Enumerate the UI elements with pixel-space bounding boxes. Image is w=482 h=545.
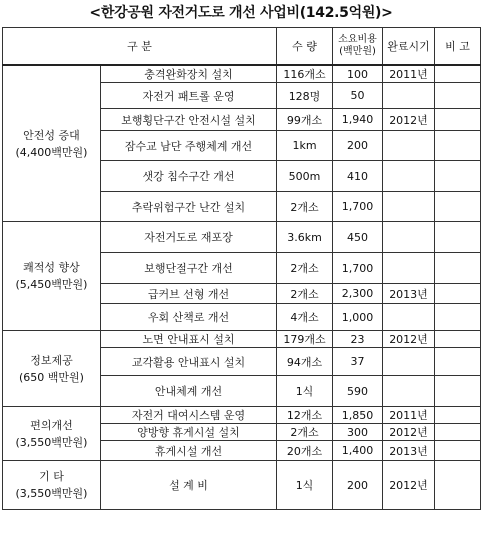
completion-cell: 2011년 (383, 65, 435, 83)
table-row (3, 461, 481, 510)
cost-cell: 200 (333, 131, 383, 161)
remarks-cell (435, 407, 481, 424)
completion-cell (383, 192, 435, 222)
group-cell (3, 331, 101, 407)
remarks-cell (435, 461, 481, 510)
cost-cell: 1,700 (333, 253, 383, 284)
completion-cell (383, 222, 435, 253)
remarks-cell (435, 304, 481, 331)
cost-cell: 37 (333, 348, 383, 376)
completion-cell (383, 348, 435, 376)
completion-cell: 2012년 (383, 331, 435, 348)
item-cell: 우회 산책로 개선 (101, 304, 277, 331)
remarks-cell (435, 83, 481, 109)
item-cell: 설 계 비 (101, 461, 277, 510)
cost-cell: 300 (333, 424, 383, 441)
table-row (3, 65, 481, 83)
remarks-cell (435, 222, 481, 253)
header-remarks: 비 고 (435, 28, 481, 66)
cost-cell: 200 (333, 461, 383, 510)
completion-cell: 2013년 (383, 284, 435, 304)
group-name: 편의개선 (30, 418, 73, 432)
group-cell (3, 222, 101, 331)
item-cell: 급커브 선형 개선 (101, 284, 277, 304)
quantity-cell: 20개소 (277, 441, 333, 461)
completion-cell: 2012년 (383, 461, 435, 510)
remarks-cell (435, 65, 481, 83)
cost-cell: 50 (333, 83, 383, 109)
completion-cell: 2012년 (383, 109, 435, 131)
item-cell: 보행단절구간 개선 (101, 253, 277, 284)
table-row (3, 222, 481, 253)
cost-cell: 1,000 (333, 304, 383, 331)
cost-cell: 1,850 (333, 407, 383, 424)
remarks-cell (435, 109, 481, 131)
item-cell: 노면 안내표시 설치 (101, 331, 277, 348)
table-header-row (3, 28, 481, 66)
completion-cell (383, 83, 435, 109)
cost-cell: 100 (333, 65, 383, 83)
group-name: 쾌적성 향상 (23, 261, 80, 274)
quantity-cell: 2개소 (277, 424, 333, 441)
cost-cell: 410 (333, 161, 383, 192)
group-cell (3, 407, 101, 461)
quantity-cell: 2개소 (277, 284, 333, 304)
header-quantity: 수 량 (277, 28, 333, 66)
remarks-cell (435, 192, 481, 222)
item-cell: 잠수교 남단 주행체계 개선 (101, 131, 277, 161)
remarks-cell (435, 348, 481, 376)
cost-cell: 1,940 (333, 109, 383, 131)
quantity-cell: 1km (277, 131, 333, 161)
item-cell: 충격완화장치 설치 (101, 65, 277, 83)
completion-cell: 2011년 (383, 407, 435, 424)
quantity-cell: 128명 (277, 83, 333, 109)
remarks-cell (435, 441, 481, 461)
table-row (3, 407, 481, 424)
cost-cell: 23 (333, 331, 383, 348)
item-cell: 자전거 패트롤 운영 (101, 83, 277, 109)
remarks-cell (435, 331, 481, 348)
group-cell (3, 65, 101, 222)
completion-cell (383, 253, 435, 284)
quantity-cell: 4개소 (277, 304, 333, 331)
quantity-cell: 12개소 (277, 407, 333, 424)
group-cell (3, 461, 101, 510)
cost-cell: 450 (333, 222, 383, 253)
group-budget: (5,450백만원) (15, 278, 88, 291)
group-budget: (3,550백만원) (15, 435, 88, 449)
remarks-cell (435, 284, 481, 304)
completion-cell: 2013년 (383, 441, 435, 461)
header-cost (333, 28, 383, 66)
item-cell: 양방향 휴게시설 설치 (101, 424, 277, 441)
item-cell: 샛강 침수구간 개선 (101, 161, 277, 192)
completion-cell (383, 304, 435, 331)
quantity-cell: 3.6km (277, 222, 333, 253)
completion-cell (383, 131, 435, 161)
quantity-cell: 1식 (277, 461, 333, 510)
table-row (3, 331, 481, 348)
item-cell: 보행횡단구간 안전시설 설치 (101, 109, 277, 131)
remarks-cell (435, 376, 481, 407)
quantity-cell: 94개소 (277, 348, 333, 376)
remarks-cell (435, 131, 481, 161)
group-name: 안전성 증대 (23, 128, 80, 142)
quantity-cell: 116개소 (277, 65, 333, 83)
item-cell: 교각활용 안내표시 설치 (101, 348, 277, 376)
cost-cell: 1,700 (333, 192, 383, 222)
header-cost-line1: 소요비용 (338, 34, 377, 45)
budget-table (2, 27, 481, 510)
quantity-cell: 1식 (277, 376, 333, 407)
group-name: 기 타 (39, 470, 64, 483)
remarks-cell (435, 253, 481, 284)
quantity-cell: 2개소 (277, 192, 333, 222)
cost-cell: 590 (333, 376, 383, 407)
item-cell: 추락위험구간 난간 설치 (101, 192, 277, 222)
header-cost-line2: (백만원) (339, 46, 376, 57)
quantity-cell: 500m (277, 161, 333, 192)
remarks-cell (435, 424, 481, 441)
quantity-cell: 2개소 (277, 253, 333, 284)
completion-cell (383, 161, 435, 192)
remarks-cell (435, 161, 481, 192)
item-cell: 자전거 대여시스템 운영 (101, 407, 277, 424)
header-category: 구 분 (3, 28, 277, 66)
quantity-cell: 99개소 (277, 109, 333, 131)
table-body (3, 65, 481, 510)
cost-cell: 2,300 (333, 284, 383, 304)
quantity-cell: 179개소 (277, 331, 333, 348)
group-budget: (4,400백만원) (15, 145, 88, 159)
header-completion: 완료시기 (383, 28, 435, 66)
item-cell: 휴게시설 개선 (101, 441, 277, 461)
cost-cell: 1,400 (333, 441, 383, 461)
completion-cell: 2012년 (383, 424, 435, 441)
item-cell: 안내체계 개선 (101, 376, 277, 407)
completion-cell (383, 376, 435, 407)
group-budget: (3,550백만원) (15, 487, 88, 500)
group-name: 정보제공 (30, 353, 73, 367)
item-cell: 자전거도로 재포장 (101, 222, 277, 253)
group-budget: (650 백만원) (19, 370, 84, 384)
page-title: <한강공원 자전거도로 개선 사업비(142.5억원)> (89, 5, 393, 21)
